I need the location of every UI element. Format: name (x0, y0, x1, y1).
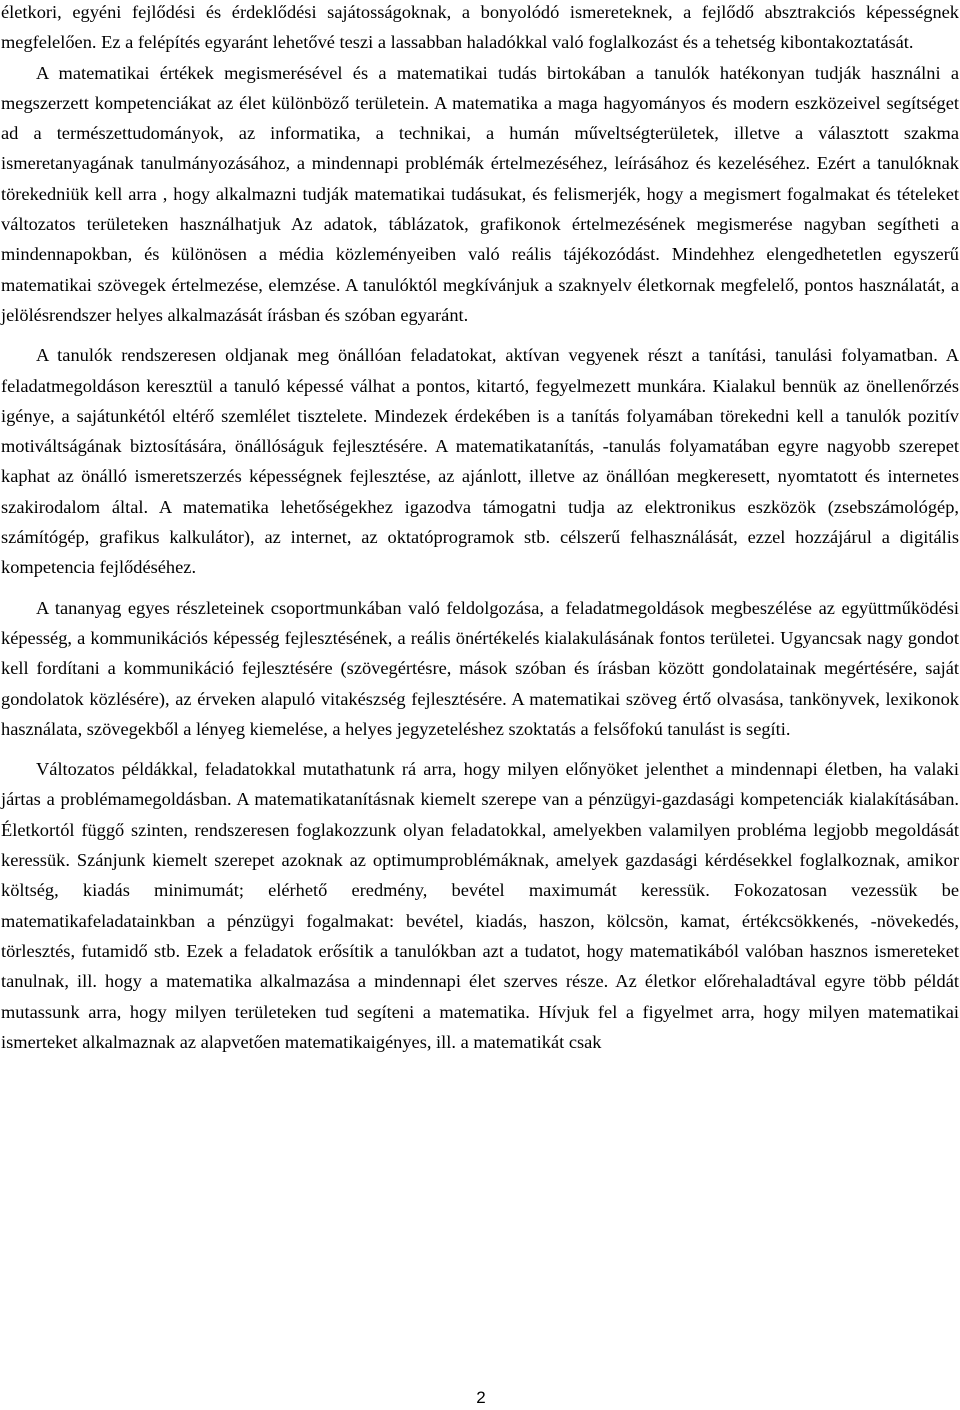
paragraph-5: Változatos példákkal, feladatokkal mutathatunk rá arra, hogy milyen előnyöket jelenthet a mindennapi életben, ha valaki jártas a problémamegoldásban. A matematikatanításnak kiemelt szerepe van a pénzügyi-gazdasági kompetenciák kialakításában. Életkortól függő szinten, rendszeresen foglakozzunk olyan feladatokkal, amelyekben valamilyen probléma legjobb megoldását keressük. Szánjunk kiemelt szerepet azoknak az optimumproblémáknak, amelyek gazdasági kérdésekkel foglalkoznak, amikor költség, kiadás minimumát; elérhető eredmény, bevétel maximumát keressük. Fokozatosan vezessük be matematikafeladatainkban a pénzügyi fogalmakat: bevétel, kiadás, haszon, kölcsön, kamat, értékcsökkenés, -növekedés, törlesztés, futamidő stb. Ezek a feladatok erősítik a tanulókban azt a tudatot, hogy matematikából valóban hasznos ismereteket tanulnak, ill. hogy a matematika alkalmazása a mindennapi élet szerves része. Az életkor előrehaladtával egyre több példát mutassunk arra, hogy milyen területeken tud segíteni a matematika. Hívjuk fel a figyelmet arra, hogy milyen matematikai ismerteket alkalmaznak az alapvetően matematikaigényes, ill. a matematikát csak (1, 759, 959, 1052)
body-text (1, 0, 959, 1057)
paragraph-1: életkori, egyéni fejlődési és érdeklődési sajátosságoknak, a bonyolódó ismereteknek, a fejlődő absztrakciós képességnek megfelelően. Ez a felépítés egyaránt lehetővé teszi a lassabban haladókkal való foglalkozást és a tehetség kibontakoztatását. (1, 2, 959, 53)
paragraph-3: A tanulók rendszeresen oldjanak meg önállóan feladatokat, aktívan vegyenek részt a tanítási, tanulási folyamatban. A feladatmegoldáson keresztül a tanuló képessé válhat a pontos, kitartó, fegyelmezett munkára. Kialakul bennük az önellenőrzés igénye, a sajátunkétól eltérő szemlélet tisztelete. Mindezek érdekében is a tanítás folyamában törekedni kell a tanulók pozitív motiváltságának biztosítására, önállóságuk fejlesztésére. A matematikatanítás, -tanulás folyamatában egyre nagyobb szerepet kaphat az önálló ismeretszerzés képességnek fejlesztése, az ajánlott, illetve az önállóan megkeresett, nyomtatott és internetes szakirodalom által. A matematika lehetőségekhez igazodva támogatni tudja az elektronikus eszközök (zsebszámológép, számítógép, grafikus kalkulátor), az internet, az oktatóprogramok stb. célszerű felhasználását, ezzel hozzájárul a digitális kompetencia fejlődéséhez. (1, 345, 959, 578)
page-number: 2 (476, 1388, 486, 1407)
paragraph-2: A matematikai értékek megismerésével és a matematikai tudás birtokában a tanulók hatékonyan tudják használni a megszerzett kompetenciákat az élet különböző területein. A matematika a maga hagyományos és modern eszközeivel segítséget ad a természettudományok, az informatika, a technikai, a humán műveltségterületek, illetve a választott szakma ismeretanyagának tanulmányozásához, a mindennapi problémák értelmezéséhez, leírásához és kezeléséhez. Ezért a tanulóknak törekedniük kell arra , hogy alkalmazni tudják matematikai tudásukat, és felismerjék, hogy a megismert fogalmakat és tételeket változatos területeken használhatjuk Az adatok, táblázatok, grafikonok értelmezésének megismerése nagyban segítheti a mindennapokban, és különösen a média közleményeiben való reális tájékozódást. Mindehhez elengedhetetlen egyszerű matematikai szövegek értelmezése, elemzése. A tanulóktól megkívánjuk a szaknyelv életkornak megfelelő, pontos használatát, a jelölésrendszer helyes alkalmazását írásban és szóban egyaránt. (1, 62, 959, 325)
paragraph-4: A tananyag egyes részleteinek csoportmunkában való feldolgozása, a feladatmegoldások megbeszélése az együttműködési képesség, a kommunikációs képesség fejlesztésének, a reális önértékelés kialakulásának fontos területei. Ugyancsak nagy gondot kell fordítani a kommunikáció fejlesztésére (szövegértésre, mások szóban és írásban között gondolatainak megértésére, saját gondolatok közlésére), az érveken alapuló vitakészség fejlesztésére. A matematikai szöveg értő olvasása, tankönyvek, lexikonok használata, szövegekből a lényeg kiemelése, a helyes jegyzeteléshez szoktatás a felsőfokú tanulást is segíti. (1, 597, 959, 739)
